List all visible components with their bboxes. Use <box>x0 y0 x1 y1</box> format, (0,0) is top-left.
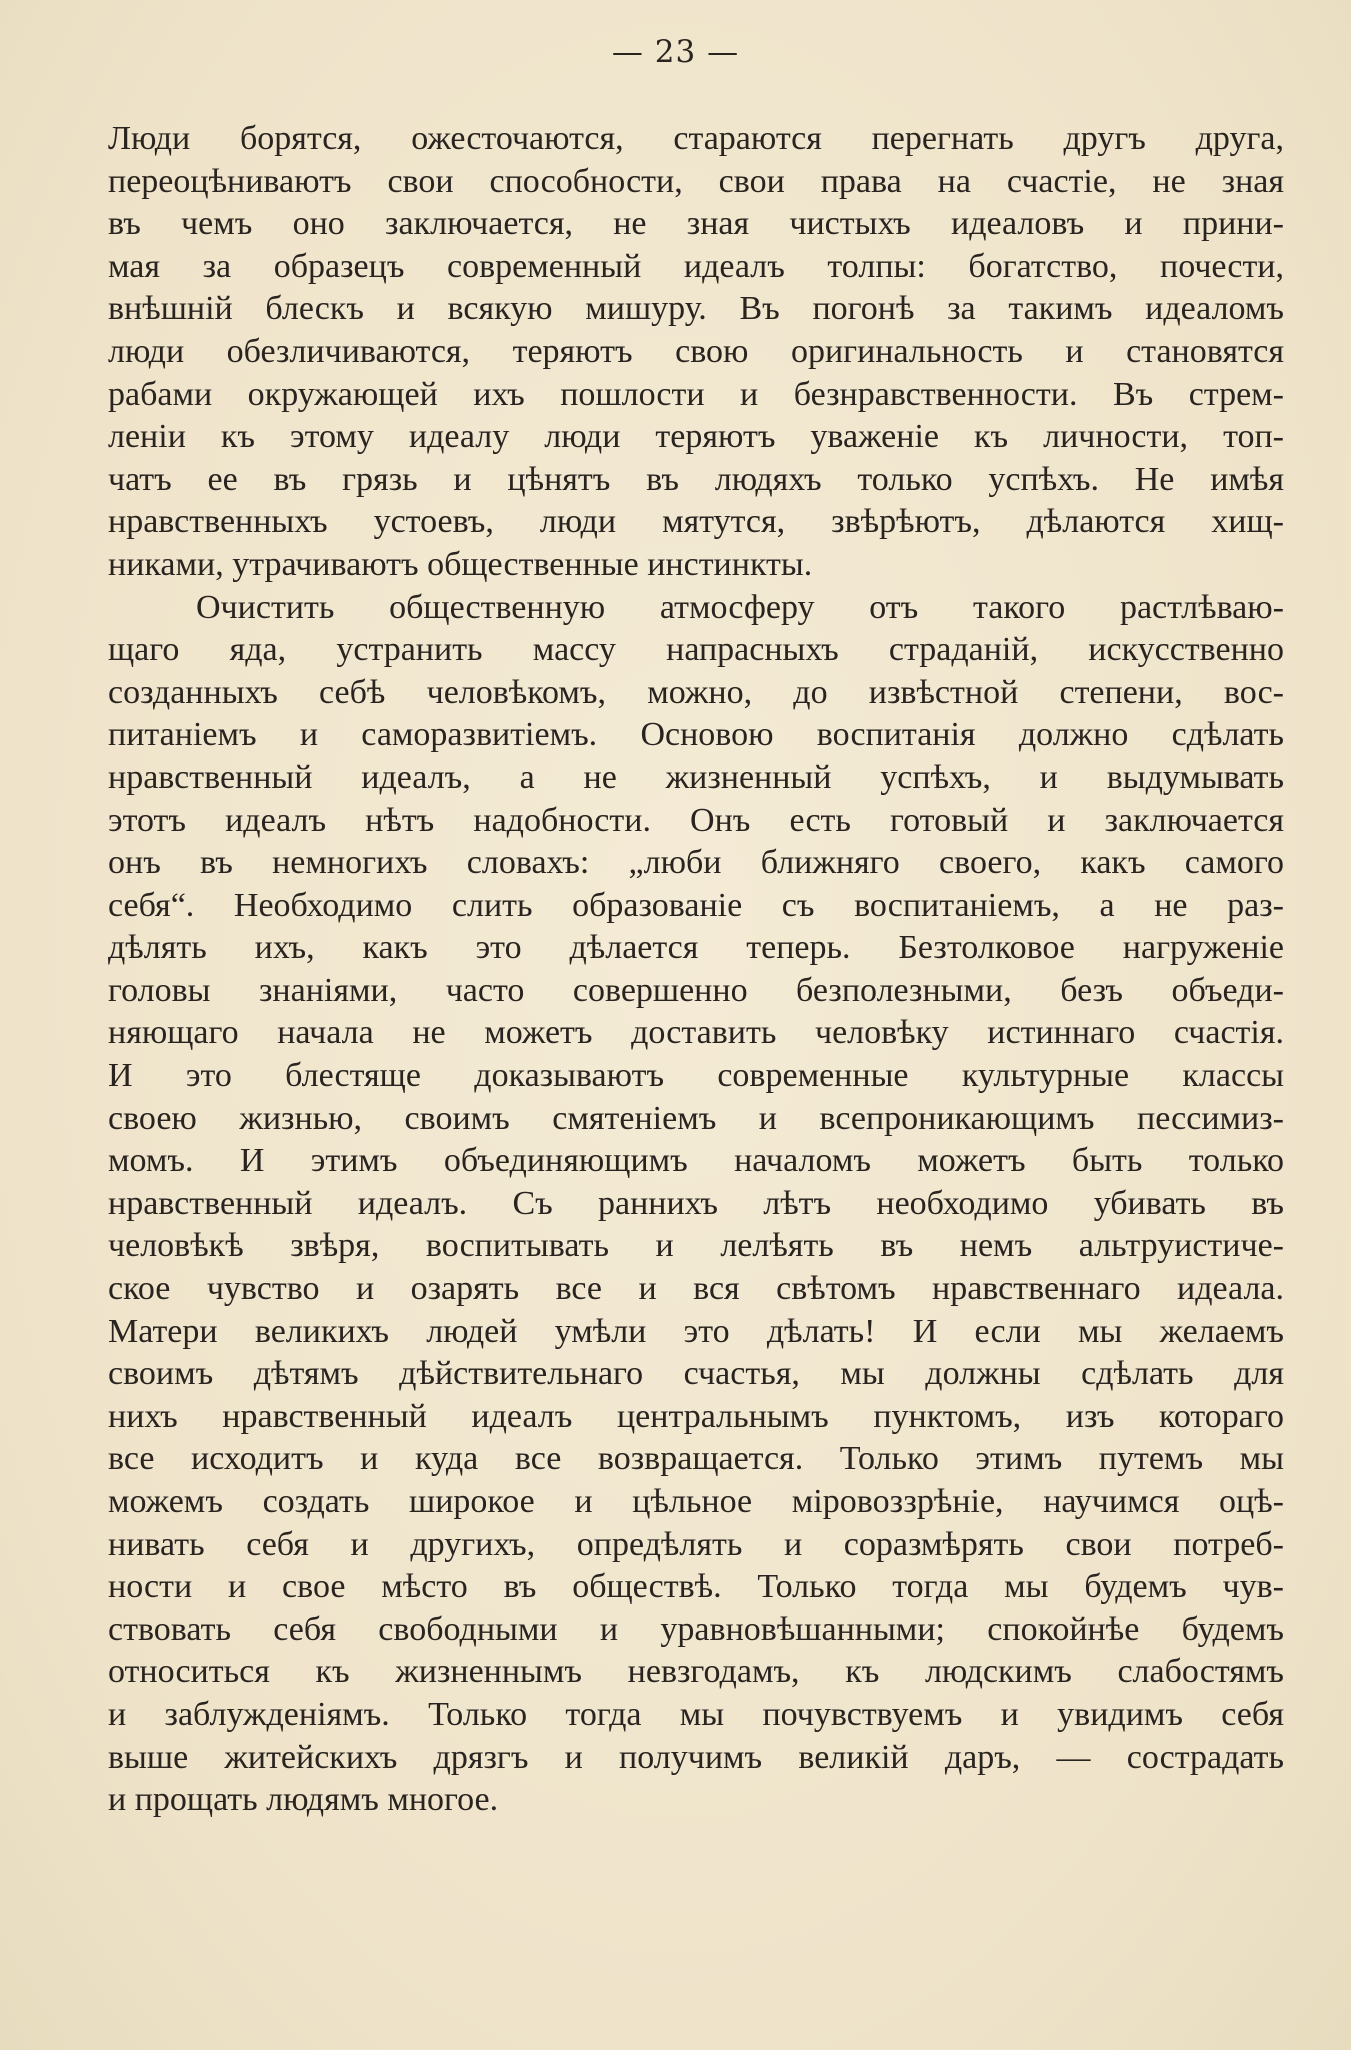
text-line: Матери великихъ людей умѣли это дѣлать! И если мы желаемъ <box>108 1312 1284 1350</box>
text-line: нравственный идеалъ. Съ раннихъ лѣтъ необходимо убивать въ <box>108 1184 1284 1222</box>
paragraph-2 <box>108 587 1284 1822</box>
text-line: созданныхъ себѣ человѣкомъ, можно, до извѣстной степени, вос- <box>108 673 1284 711</box>
text-line: няющаго начала не можетъ доставить человѣку истиннаго счастія. <box>108 1014 1284 1052</box>
text-line: ствовать себя свободными и уравновѣшанными; спокойнѣе будемъ <box>108 1610 1284 1648</box>
text-line: своимъ дѣтямъ дѣйствительнаго счастья, мы должны сдѣлать для <box>108 1355 1284 1393</box>
text-line: момъ. И этимъ объединяющимъ началомъ можетъ быть только <box>108 1142 1284 1180</box>
text-line: люди обезличиваются, теряютъ свою оригинальность и становятся <box>108 332 1284 370</box>
text-line: рабами окружающей ихъ пошлости и безнравственности. Въ стрем- <box>108 375 1284 413</box>
text-line: можемъ создать широкое и цѣльное міровоззрѣніе, научимся оцѣ- <box>108 1483 1284 1520</box>
text-line: относиться къ жизненнымъ невзгодамъ, къ людскимъ слабостямъ <box>108 1653 1284 1691</box>
text-line: своею жизнью, своимъ смятеніемъ и всепроникающимъ пессимиз- <box>108 1099 1284 1137</box>
text-line: питаніемъ и саморазвитіемъ. Основою воспитанія должно сдѣлать <box>108 716 1284 754</box>
text-line: нравственныхъ устоевъ, люди мятутся, звѣрѣютъ, дѣлаются хищ- <box>108 503 1284 541</box>
text-line: и заблужденіямъ. Только тогда мы почувствуемъ и увидимъ себя <box>108 1695 1284 1733</box>
text-line: леніи къ этому идеалу люди теряютъ уваженіе къ личности, топ- <box>108 418 1284 456</box>
text-line: выше житейскихъ дрязгъ и получимъ великій даръ, — сострадать <box>108 1738 1284 1776</box>
text-line: ности и свое мѣсто въ обществѣ. Только тогда мы будемъ чув- <box>108 1568 1284 1606</box>
text-line: себя“. Необходимо слить образованіе съ воспитаніемъ, а не раз- <box>108 886 1284 924</box>
text-line: и прощать людямъ многое. <box>108 1781 499 1819</box>
text-line: нравственный идеалъ, а не жизненный успѣхъ, и выдумывать <box>108 758 1284 796</box>
text-line: нивать себя и другихъ, опредѣлять и соразмѣрять свои потреб- <box>108 1525 1284 1563</box>
paragraph-1 <box>108 118 1284 587</box>
text-line: головы знаніями, часто совершенно безполезными, безъ объеди- <box>108 971 1284 1009</box>
text-line: Люди борятся, ожесточаются, стараются перегнать другъ друга, <box>108 120 1284 157</box>
text-line: онъ въ немногихъ словахъ: „люби ближняго своего, какъ самого <box>108 844 1284 882</box>
text-line: нихъ нравственный идеалъ центральнымъ пунктомъ, изъ котораго <box>108 1397 1284 1435</box>
body-text <box>108 118 1284 1822</box>
text-line: переоцѣниваютъ свои способности, свои права на счастіе, не зная <box>108 162 1284 200</box>
text-line: никами, утрачиваютъ общественные инстинкты. <box>108 545 813 583</box>
text-line: въ чемъ оно заключается, не зная чистыхъ идеаловъ и прини- <box>108 205 1284 243</box>
text-line: чатъ ее въ грязь и цѣнятъ въ людяхъ только успѣхъ. Не имѣя <box>108 460 1284 498</box>
text-line: щаго яда, устранить массу напрасныхъ страданій, искусственно <box>108 631 1284 669</box>
text-line: внѣшній блескъ и всякую мишуру. Въ погонѣ за такимъ идеаломъ <box>108 290 1284 328</box>
text-line: дѣлять ихъ, какъ это дѣлается теперь. Безтолковое нагруженіе <box>108 929 1284 967</box>
page-number: — 23 — <box>611 34 740 70</box>
text-line: Очистить общественную атмосферу отъ такого растлѣваю- <box>196 588 1284 626</box>
text-line: этотъ идеалъ нѣтъ надобности. Онъ есть готовый и заключается <box>108 801 1284 839</box>
text-line: все исходитъ и куда все возвращается. Только этимъ путемъ мы <box>108 1440 1284 1478</box>
text-line: человѣкѣ звѣря, воспитывать и лелѣять въ немъ альтруистиче- <box>108 1227 1284 1265</box>
text-line: ское чувство и озарять все и вся свѣтомъ нравственнаго идеала. <box>108 1270 1284 1308</box>
text-line: И это блестяще доказываютъ современные культурные классы <box>108 1057 1284 1095</box>
text-line: мая за образецъ современный идеалъ толпы: богатство, почести, <box>108 247 1284 285</box>
